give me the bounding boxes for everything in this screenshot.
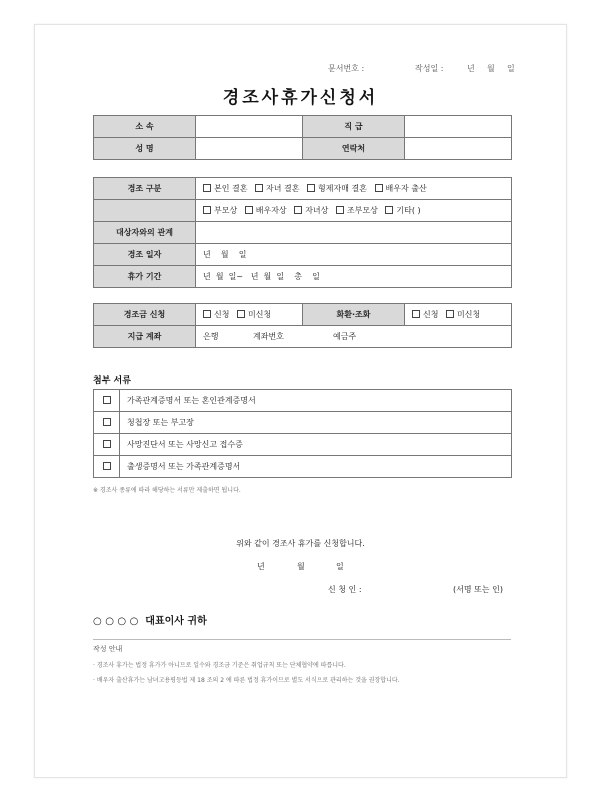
date-day: 일 — [507, 64, 515, 73]
closing-date-year: 년 — [257, 562, 265, 571]
wreath-label: 화환·조화 — [303, 304, 405, 326]
option-label: 형제자매 결혼 — [318, 184, 367, 193]
applicant-signature-label: 신 청 인 : — [328, 585, 362, 594]
event-type-options-row1 — [196, 178, 512, 200]
attachment-item: 출생증명서 또는 가족관계증명서 — [120, 456, 512, 478]
affiliation-field[interactable] — [196, 116, 303, 138]
relation-label: 대상자와의 관계 — [94, 222, 196, 244]
guide-line: · 배우자 출산휴가는 남녀고용평등법 제 18 조의 2 에 따른 법정 휴가이므로 별도 서식으로 관리하는 것을 권장합니다. — [93, 677, 400, 684]
checkbox-icon[interactable] — [294, 206, 302, 214]
wreath-apply-option[interactable] — [412, 310, 438, 319]
option-label: 조부모상 — [346, 206, 378, 215]
checkbox-icon[interactable] — [203, 184, 211, 192]
allowance-decline-option[interactable] — [237, 310, 271, 319]
option-grandparent-funeral[interactable] — [336, 206, 378, 215]
checkbox-icon[interactable] — [103, 440, 111, 448]
checkbox-icon[interactable] — [336, 206, 344, 214]
option-other[interactable] — [385, 206, 420, 215]
option-label: 부모상 — [214, 206, 238, 215]
form-page — [34, 24, 567, 778]
option-label: 자녀상 — [305, 206, 329, 215]
attachment-checkbox-cell[interactable] — [94, 412, 120, 434]
allowance-apply-label: 경조금 신청 — [94, 304, 196, 326]
event-type-label-continued — [94, 200, 196, 222]
checkbox-icon[interactable] — [412, 310, 420, 318]
attachments-note: ※ 경조사 종류에 따라 해당하는 서류만 제출하면 됩니다. — [93, 487, 241, 494]
option-label: 미신청 — [248, 310, 272, 319]
wreath-decline-option[interactable] — [446, 310, 480, 319]
checkbox-icon[interactable] — [307, 184, 315, 192]
option-label: 신청 — [423, 310, 439, 319]
payment-table — [93, 303, 512, 348]
contact-field[interactable] — [405, 138, 512, 160]
option-child-funeral[interactable] — [294, 206, 328, 215]
checkbox-icon[interactable] — [203, 310, 211, 318]
option-spouse-funeral[interactable] — [245, 206, 287, 215]
sign-or-seal-label: (서명 또는 인) — [453, 585, 503, 594]
option-label: 배우자 출산 — [385, 184, 427, 193]
form-title: 경조사휴가신청서 — [222, 88, 379, 108]
option-label: 배우자상 — [255, 206, 287, 215]
contact-label: 연락처 — [303, 138, 405, 160]
attachment-item: 청첩장 또는 부고장 — [120, 412, 512, 434]
position-label: 직 급 — [303, 116, 405, 138]
option-spouse-birth[interactable] — [375, 184, 427, 193]
option-label: 자녀 결혼 — [266, 184, 300, 193]
attachment-item: 사망진단서 또는 사망신고 접수증 — [120, 434, 512, 456]
date-label: 작성일 : — [415, 64, 444, 73]
doc-number-label: 문서번호 : — [328, 64, 365, 73]
wreath-options — [405, 304, 512, 326]
guide-divider — [93, 639, 511, 640]
checkbox-icon[interactable] — [385, 206, 393, 214]
attachments-heading: 첨부 서류 — [93, 376, 131, 386]
option-label: 기타( ) — [396, 206, 421, 215]
position-field[interactable] — [405, 116, 512, 138]
checkbox-icon[interactable] — [103, 462, 111, 470]
account-field[interactable] — [196, 326, 512, 348]
allowance-apply-options — [196, 304, 303, 326]
checkbox-icon[interactable] — [237, 310, 245, 318]
relation-field[interactable] — [196, 222, 512, 244]
event-type-label: 경조 구분 — [94, 178, 196, 200]
closing-date-month: 월 — [297, 562, 305, 571]
option-label: 본인 결혼 — [214, 184, 248, 193]
attachment-checkbox-cell[interactable] — [94, 456, 120, 478]
option-self-wedding[interactable] — [203, 184, 247, 193]
name-label: 성 명 — [94, 138, 196, 160]
allowance-apply-option[interactable] — [203, 310, 229, 319]
option-child-wedding[interactable] — [255, 184, 299, 193]
checkbox-icon[interactable] — [103, 396, 111, 404]
guide-line: · 경조사 휴가는 법정 휴가가 아니므로 일수와 경조금 기준은 취업규칙 또는 단체협약에 따릅니다. — [93, 662, 346, 669]
holder-label: 예금주 — [333, 332, 357, 341]
leave-period-field[interactable]: 년 월 일~ 년 월 일 총 일 — [196, 266, 512, 288]
date-month: 월 — [487, 64, 495, 73]
option-label: 신청 — [214, 310, 230, 319]
attachment-checkbox-cell[interactable] — [94, 434, 120, 456]
affiliation-label: 소 속 — [94, 116, 196, 138]
bank-label: 은행 — [203, 332, 219, 341]
applicant-table — [93, 115, 512, 160]
addressee: ○ ○ ○ ○ 대표이사 귀하 — [93, 616, 207, 627]
checkbox-icon[interactable] — [375, 184, 383, 192]
checkbox-icon[interactable] — [103, 418, 111, 426]
checkbox-icon[interactable] — [446, 310, 454, 318]
closing-statement: 위와 같이 경조사 휴가를 신청합니다. — [236, 539, 365, 548]
checkbox-icon[interactable] — [203, 206, 211, 214]
option-sibling-wedding[interactable] — [307, 184, 367, 193]
option-parent-funeral[interactable] — [203, 206, 237, 215]
attachment-checkbox-cell[interactable] — [94, 390, 120, 412]
event-type-options-row2 — [196, 200, 512, 222]
option-label: 미신청 — [457, 310, 481, 319]
event-date-field[interactable]: 년 월 일 — [196, 244, 512, 266]
guide-heading: 작성 안내 — [93, 645, 123, 653]
name-field[interactable] — [196, 138, 303, 160]
date-year: 년 — [467, 64, 475, 73]
closing-date-day: 일 — [336, 562, 344, 571]
leave-period-label: 휴가 기간 — [94, 266, 196, 288]
event-date-label: 경조 일자 — [94, 244, 196, 266]
attachment-item: 가족관계증명서 또는 혼인관계증명서 — [120, 390, 512, 412]
checkbox-icon[interactable] — [245, 206, 253, 214]
account-label: 지급 계좌 — [94, 326, 196, 348]
event-table — [93, 177, 512, 288]
account-number-label: 계좌번호 — [253, 332, 284, 341]
attachments-table — [93, 389, 512, 478]
checkbox-icon[interactable] — [255, 184, 263, 192]
